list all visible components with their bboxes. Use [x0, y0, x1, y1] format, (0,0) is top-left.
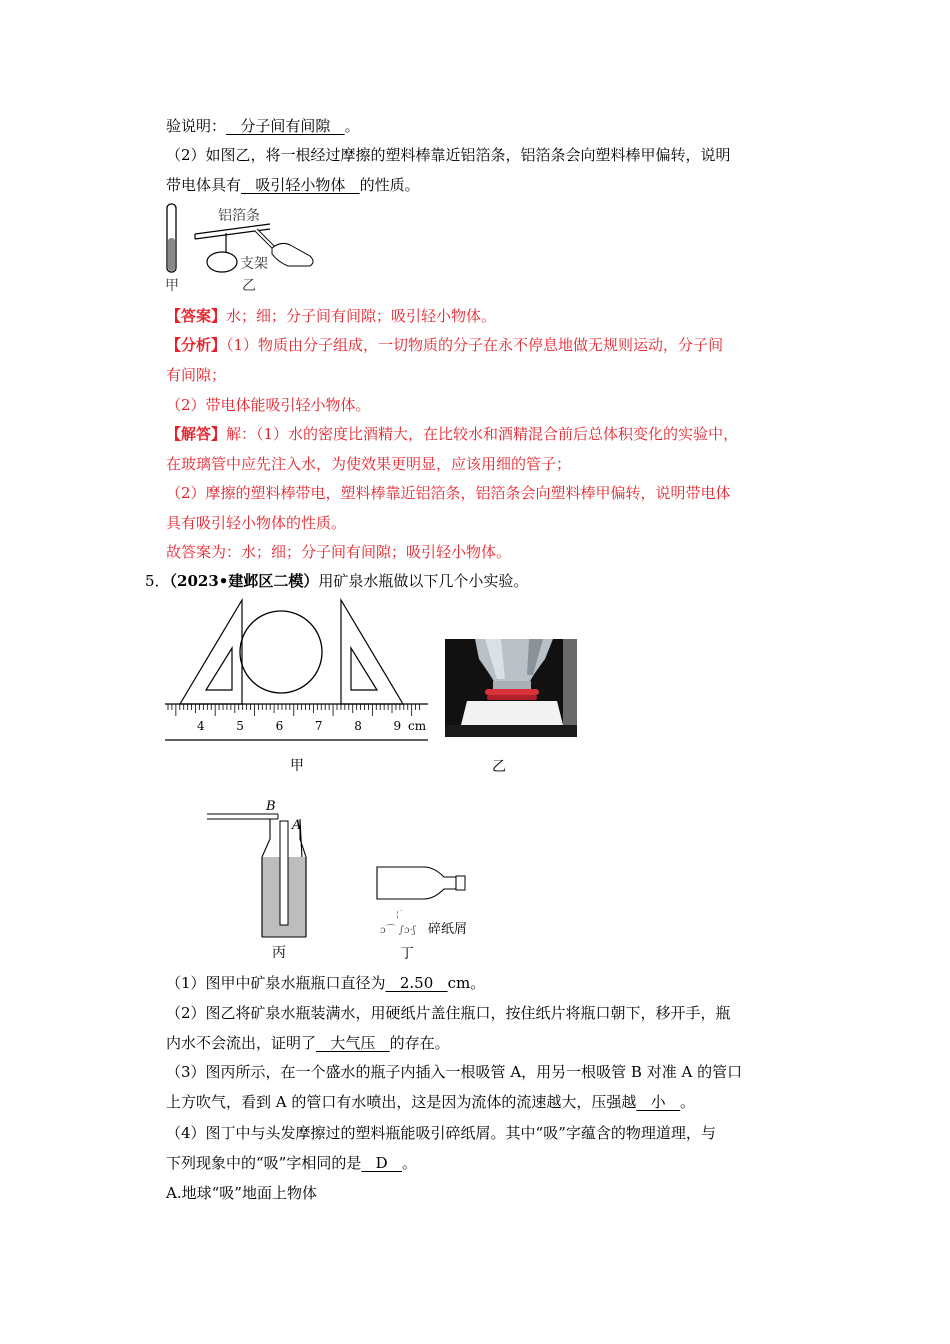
ruler-unit: cm	[408, 719, 427, 733]
final-answer-line: 故答案为：水；细；分子间有间隙；吸引轻小物体。	[166, 543, 512, 561]
text-line: （2）如图乙，将一根经过摩擦的塑料棒靠近铝箔条，铝箔条会向塑料棒甲偏转，说明	[166, 146, 731, 164]
text: 带电体具有	[166, 176, 242, 194]
analysis-tag: 【分析】	[166, 336, 227, 354]
label-jia: 甲	[165, 278, 179, 294]
label-A: A	[292, 818, 302, 833]
paper-scraps: ɔ⌒ ∫ɔ·ʃ	[380, 925, 416, 936]
option-A: A.地球“吸”地面上物体	[166, 1184, 317, 1202]
hand	[272, 243, 313, 266]
ruler-tick-label: 9	[393, 719, 402, 733]
solution-line	[166, 424, 738, 444]
answer-text: 水；细；分子间有间隙；吸引轻小物体。	[226, 307, 497, 325]
text: 的存在。	[389, 1034, 450, 1052]
text: 。	[344, 117, 360, 135]
ruler-tick-label: 5	[236, 719, 244, 733]
ruler-tick-label: 7	[314, 719, 323, 733]
label-yi: 乙	[242, 278, 256, 294]
solution-text: 解：（1）水的密度比酒精大，在比较水和酒精混合前后总体积变化的实验中，	[226, 425, 739, 443]
left-set-square	[180, 600, 242, 704]
q5-part-4-cont	[166, 1153, 417, 1173]
bottle-paper-figure	[372, 855, 482, 963]
svg-text:¦: ¦	[396, 910, 399, 919]
text: （1）图甲中矿泉水瓶瓶口直径为	[166, 974, 386, 992]
answer-blank: 2.50	[385, 974, 448, 992]
caption-yi: 乙	[492, 759, 506, 775]
solution-line: 具有吸引轻小物体的性质。	[166, 514, 347, 532]
analysis-line: （2）带电体能吸引轻小物体。	[166, 396, 371, 414]
ruler-tick-label: 8	[354, 719, 362, 733]
analysis-text: （1）物质由分子组成，一切物质的分子在永不停息地做无规则运动，分子间	[226, 336, 724, 354]
question-5-stem	[145, 571, 528, 591]
text-line	[166, 116, 360, 136]
caption-bing: 丙	[272, 945, 286, 961]
question-text: 用矿泉水瓶做以下几个小实验。	[318, 572, 529, 590]
solution-line: 在玻璃管中应先注入水，为使效果更明显，应该用细的管子；	[166, 455, 572, 473]
question-source: （2023•建邺区二模）	[169, 572, 319, 590]
label-stand: 支架	[240, 256, 268, 272]
ruler-tick-label: 6	[275, 719, 284, 733]
text: cm。	[447, 974, 486, 992]
analysis-line: 有间隙；	[166, 366, 227, 384]
text: 内水不会流出，证明了	[166, 1034, 317, 1052]
q5-part-2-cont	[166, 1033, 450, 1053]
foil-experiment-figure	[160, 196, 340, 296]
text: 。	[401, 1154, 417, 1172]
label-paper: 碎纸屑	[428, 922, 468, 937]
right-set-square	[341, 600, 403, 704]
horizontal-bottle	[377, 867, 456, 899]
q5-part-4: （4）图丁中与头发摩擦过的塑料瓶能吸引碎纸屑。其中“吸”字蕴含的物理道理，与	[166, 1124, 716, 1142]
text: 。	[679, 1093, 695, 1111]
ruler-labels	[197, 719, 401, 733]
caption-ding: 丁	[400, 946, 414, 962]
straw-A	[280, 821, 288, 925]
ruler-figure	[160, 592, 435, 742]
answer-blank: 分子间有间隙	[226, 117, 345, 135]
solution-line: （2）摩擦的塑料棒带电，塑料棒靠近铝箔条，铝箔条会向塑料棒甲偏转，说明带电体	[166, 484, 731, 502]
text: 验说明：	[166, 117, 227, 135]
q5-part-1	[166, 973, 485, 993]
stand-base	[207, 252, 237, 272]
answer-tag: 【答案】	[166, 307, 227, 325]
answer-blank: 吸引轻小物体	[241, 176, 360, 194]
answer-blank: 大气压	[316, 1034, 390, 1052]
question-number: 5．	[145, 572, 170, 590]
solution-tag: 【解答】	[166, 425, 227, 443]
q5-part-3: （3）图丙所示，在一个盛水的瓶子内插入一根吸管 A，用另一根吸管 B 对准 A 的管口	[166, 1063, 743, 1081]
text: 下列现象中的“吸”字相同的是	[166, 1154, 362, 1172]
caption-jia: 甲	[290, 758, 304, 774]
q5-part-3-cont	[166, 1092, 695, 1112]
answer-blank: 小	[636, 1093, 680, 1111]
analysis-line	[166, 335, 723, 355]
text: 上方吹气，看到 A 的管口有水喷出，这是因为流体的流速越大，压强越	[166, 1093, 637, 1111]
ruler-tick-label: 4	[197, 719, 205, 733]
label-foil: 铝箔条	[218, 208, 260, 224]
blow-tube-figure	[200, 795, 310, 965]
text: 的性质。	[359, 176, 420, 194]
bottle-photo	[445, 639, 577, 737]
text-line	[166, 175, 420, 195]
label-B: B	[266, 799, 276, 814]
q5-part-2: （2）图乙将矿泉水瓶装满水，用硬纸片盖住瓶口，按住纸片将瓶口朝下，移开手，瓶	[166, 1004, 731, 1022]
answer-line	[166, 306, 496, 326]
tube-liquid	[168, 238, 175, 271]
svg-text:·: ·	[400, 907, 403, 915]
bottle-mouth-circle	[240, 611, 322, 693]
answer-blank: D	[361, 1154, 402, 1172]
ruler-ticks	[168, 704, 420, 716]
